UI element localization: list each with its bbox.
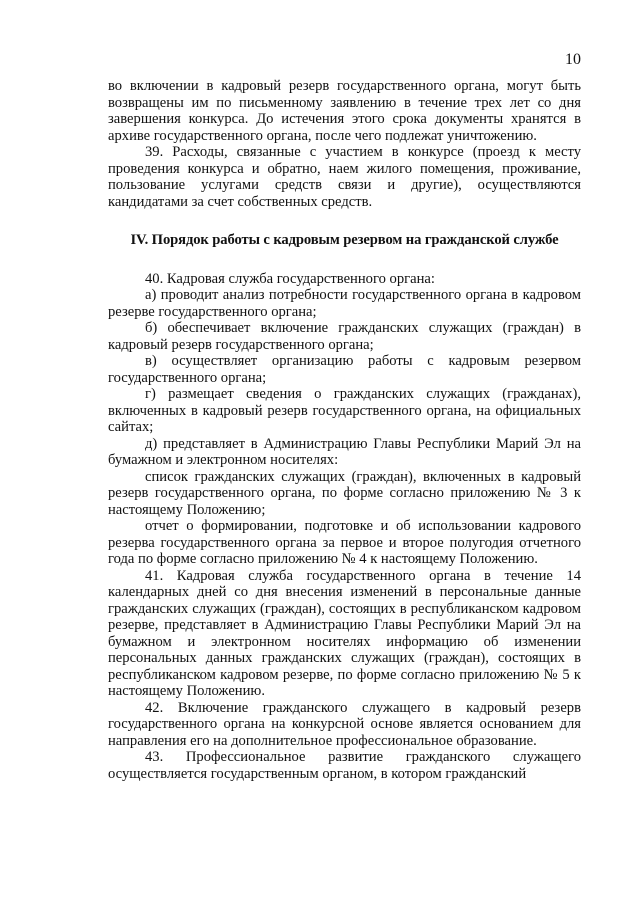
page-number: 10: [565, 51, 581, 68]
paragraph-43: 43. Профессиональное развитие гражданского служащего осуществляется государственным органом, в котором гражданский: [108, 749, 581, 782]
paragraph-39: 39. Расходы, связанные с участием в конкурсе (проезд к месту проведения конкурса и обратно, наем жилого помещения, проживание, пользование услугами средств связи и другие), осуществляются кандидатами за счет собственных средств.: [108, 144, 581, 210]
section-heading: IV. Порядок работы с кадровым резервом на гражданской службе: [130, 232, 559, 248]
paragraph-40-d-list: список гражданских служащих (граждан), включенных в кадровый резерв государственного органа, по форме согласно приложению № 3 к настоящему Положению;: [108, 468, 581, 518]
paragraph-41: 41. Кадровая служба государственного органа в течение 14 календарных дней со дня внесения изменений в персональные данные гражданских служащих (граждан), состоящих в республиканском кадровом резерве, представляет в Администрацию Главы Республики Марий Эл на бумажном и электронном носителях информацию об изменении персональных данных гражданских служащих (граждан), состоящих в республиканском кадровом резерве, по форме согласно приложению № 5 к настоящему Положению.: [108, 567, 581, 699]
paragraph-40: 40. Кадровая служба государственного органа:: [145, 270, 435, 287]
paragraph-40-d-report: отчет о формировании, подготовке и об использовании кадрового резерва государственного органа за первое и второе полугодия отчетного года по форме согласно приложению № 4 к настоящему Положению.: [108, 518, 581, 567]
paragraph-40-b: б) обеспечивает включение гражданских служащих (граждан) в кадровый резерв государственного органа;: [108, 320, 581, 353]
paragraph-40-v: в) осуществляет организацию работы с кадровым резервом государственного органа;: [108, 353, 581, 386]
paragraph-40-d: д) представляет в Администрацию Главы Республики Марий Эл на бумажном и электронном носителях:: [108, 435, 581, 468]
paragraph-40-a: а) проводит анализ потребности государственного органа в кадровом резерве государственного органа;: [108, 287, 581, 320]
document-body: [108, 78, 581, 782]
paragraph-continuation: во включении в кадровый резерв государственного органа, могут быть возвращены им по письменному заявлению в течение трех лет со дня завершения конкурса. До истечения этого срока документы хранятся в архиве государственного органа, после чего подлежат уничтожению.: [108, 78, 581, 144]
paragraph-40-g: г) размещает сведения о гражданских служащих (гражданах), включенных в кадровый резерв государственного органа, на официальных сайтах;: [108, 386, 581, 435]
paragraph-42: 42. Включение гражданского служащего в кадровый резерв государственного органа на конкурсной основе является основанием для направления его на дополнительное профессиональное образование.: [108, 699, 581, 749]
